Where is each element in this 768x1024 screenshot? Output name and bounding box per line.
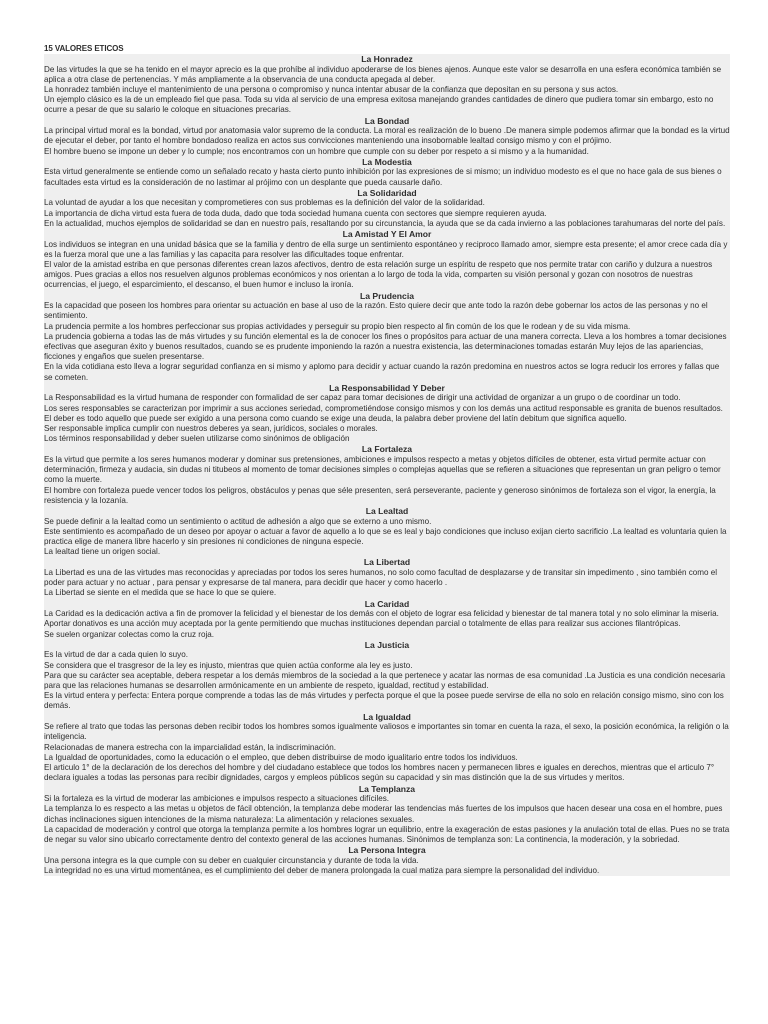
- section: [44, 444, 730, 506]
- section: [44, 506, 730, 557]
- section-paragraph: La prudencia permite a los hombres perfeccionar sus propias actividades y perseguir su propio bien respecto al fin común de los que le rodean y de su vida misma.: [44, 321, 631, 331]
- section-heading: La Amistad Y El Amor: [342, 229, 432, 240]
- section: [44, 599, 730, 640]
- section-heading: La Caridad: [364, 598, 410, 609]
- section-paragraph: La integridad no es una virtud momentánea, es el cumplimiento del deber de manera prolongada la cual matiza para siempre la personalidad del individuo.: [44, 865, 600, 875]
- section-paragraph: Relacionadas de manera estrecha con la imparcialidad están, la indiscriminación.: [44, 742, 336, 752]
- section-heading: La Lealtad: [365, 506, 409, 517]
- section-paragraph: Se puede definir a la lealtad como un sentimiento o actitud de adhesión a algo que se externo a uno mismo.: [44, 516, 432, 526]
- section-paragraph: La templanza lo es respecto a las metas u objetos de fácil obtención, la templanza debe moderar las tendencias más fuertes de los impulsos que hacen desear una cosa en el hombre, pues dichas inclinaciones siguen intenciones de la misma naturaleza: La alimentación y relaciones sexuales.: [44, 804, 723, 824]
- section-paragraph: La Responsabilidad es la virtud humana de responder con formalidad de ser capaz para tomar decisiones de dirigir una actividad de organizar a un grupo o de coordinar un todo.: [44, 393, 681, 403]
- section-heading: La Templanza: [358, 783, 416, 794]
- section: [44, 712, 730, 784]
- section: [44, 229, 730, 291]
- section-paragraph: Es la virtud de dar a cada quien lo suyo.: [44, 650, 188, 660]
- section-paragraph: Para que su carácter sea aceptable, debera respetar a los demás miembros de la sociedad a la que pertenece y acatar las normas de esa comunidad .La Justicia es una condición necesaria para que las relaciones humanas se desarrollen armónicamente en un ambiente de respeto, igualdad, rectitud y estabilidad.: [44, 670, 726, 691]
- section-paragraph: La Igualdad de oportunidades, como la educación o el empleo, que deben distribuirse de modo igualitario entre todos los individuos.: [44, 752, 518, 762]
- section-paragraph: El valor de la amistad estriba en que personas diferentes crean lazos afectivos, dentro de esta relación surge un espíritu de respeto que nos permite tratar con cariño y dulzura a nuestros amigos. Pues gracias a ellos nos resuelven algunos problemas económicos y nos orientan a lo largo de toda la vida, comparten su visión personal y gozan con nosotros de nuestras ocurrencias, el juego, el esparcimiento, el descanso, el buen humor e incluso la ironía.: [44, 260, 713, 290]
- section-paragraph: Aportar donativos es una acción muy aceptada por la gente permitiendo que muchas instituciones dependan parcial o totalmente de ellas para realizar sus acciones filantrópicas.: [44, 619, 681, 629]
- section-heading: La Bondad: [364, 115, 410, 126]
- section-paragraph: Una persona integra es la que cumple con su deber en cualquier circunstancia y durante de toda la vida.: [44, 855, 419, 865]
- section-heading: La Igualdad: [363, 711, 411, 722]
- section: [44, 291, 730, 383]
- section: [44, 54, 730, 116]
- section-paragraph: Este sentimiento es acompañado de un deseo por apoyar o actuar a favor de aquello a lo que se es leal y bajo condiciones que incluso exijan cierto sacrificio .La lealtad es voluntaria quien la practica elige de manera libre hacerlo y sin presiones ni condiciones de ninguna especie.: [44, 526, 727, 547]
- section-paragraph: Se considera que el trasgresor de la ley es injusto, mientras que quien actúa conforme ala ley es justo.: [44, 660, 413, 670]
- section-paragraph: Es la virtud que permite a los seres humanos moderar y dominar sus pretensiones, ambiciones e impulsos respecto a metas y objetos difíciles de obtener, esta virtud permite actuar con determinación, firmeza y audacia, sin dudas ni titubeos al momento de tomar decisiones simples o complejas aquellas que se refieren a situaciones que representan un gran peligro o temor como la muerte.: [44, 455, 721, 485]
- section-paragraph: Se refiere al trato que todas las personas deben recibir todos los hombres somos igualmente valiosos e importantes sin tomar en cuenta la raza, el sexo, la posición económica, la religión o la inteligencia.: [44, 722, 729, 742]
- section-paragraph: La lealtad tiene un origen social.: [44, 547, 161, 557]
- section-paragraph: La capacidad de moderación y control que otorga la templanza permite a los hombres lograr un equilibrio, entre la exageración de estas pasiones y la anulación total de ellas. Pues no se trata de negar su valor sino ubicarlo correctamente dentro del contexto general de las acciones humanas. Sinónimos de templanza son: La continencia, la moderación, y la sobriedad.: [44, 824, 730, 844]
- section-paragraph: La voluntad de ayudar a los que necesitan y comprometieres con sus problemas es la definición del valor de la solidaridad.: [44, 198, 485, 208]
- section-paragraph: De las virtudes la que se ha tenido en el mayor aprecio es la que prohíbe al individuo apoderarse de los bienes ajenos. Aunque este valor se desarrolla en una esfera económica también se aplica a otra clase de pertenencias. Y más ampliamente a la observancia de una conducta apegada al deber.: [44, 64, 722, 84]
- sections-container: [44, 54, 730, 876]
- section-paragraph: El deber es todo aquello que puede ser exigido a una persona como cuando se exige una deuda, la palabra deber proviene del latín debitum que significa aquello.: [44, 413, 627, 423]
- document-body: [44, 44, 730, 876]
- section-paragraph: Ser responsable implica cumplir con nuestros deberes ya sean, jurídicos, sociales o morales.: [44, 424, 378, 434]
- section-paragraph: Es la virtud entera y perfecta: Entera porque comprende a todas las de más virtudes y perfecta porque el que la posee puede servirse de ella no solo en relación consigo mismo, sino con los demás.: [44, 691, 724, 711]
- section-paragraph: El hombre bueno se impone un deber y lo cumple; nos encontramos con un hombre que cumple con su deber por respeto a si mismo y a la humanidad.: [44, 146, 589, 156]
- section-paragraph: El hombre con fortaleza puede vencer todos los peligros, obstáculos y penas que séle presenten, será perseverante, paciente y generoso sinónimos de fortaleza son el vigor, la energía, la resistencia y la lozanía.: [44, 485, 716, 505]
- section-heading: La Justicia: [364, 639, 410, 650]
- section: [44, 557, 730, 598]
- section-paragraph: La Libertad se siente en el medida que se hace lo que se quiere.: [44, 588, 277, 598]
- section: [44, 383, 730, 445]
- section-paragraph: Los individuos se integran en una unidad básica que se la familia y dentro de ella surge un sentimiento espontáneo y reciproco llamado amor, siempre esta presente; el amor crece cada día y es la fuerza moral que une a las familias y las capacita para resolver las dificultades toque enfrentar.: [44, 239, 728, 259]
- section-paragraph: La Libertad es una de las virtudes mas reconocidas y apreciadas por todos los seres humanos, no solo como facultad de desplazarse y de transitar sin impedimento , sino también como el poder para actuar y no actuar , para pensar y expresarse de tal manera, para decidir que hacer y como hacerlo .: [44, 568, 718, 588]
- document-title: 15 VALORES ETICOS: [44, 44, 730, 54]
- section-paragraph: En la actualidad, muchos ejemplos de solidaridad se dan en nuestro país, resaltando por su circunstancia, la ayuda que se da cada invierno a las poblaciones tarahumaras del norte del país.: [44, 218, 726, 228]
- section: [44, 188, 730, 229]
- section-heading: La Fortaleza: [361, 444, 413, 455]
- section-paragraph: La prudencia gobierna a todas las de más virtudes y su función elemental es la de conocer los fines o propósitos para actuar de una manera correcta. Lleva a los hombres a tomar decisiones efectivas que aseguran éxito y buenos resultados, cuando se es prudente imponiendo la razón a nuestra existencia, las determinaciones tomadas estarán Muy lejos de las apariencias, ficciones y engaños que suelen presentarse.: [44, 331, 727, 362]
- section-paragraph: La principal virtud moral es la bondad, virtud por anatomasia valor supremo de la conducta. La moral es realización de lo bueno .De manera simple podemos afirmar que la bondad es la virtud de ejecutar el deber, por tanto el hombre bondadoso realiza en actos sus convicciones manteniendo una insobornable lealtad consigo mismo y con el prójimo.: [44, 126, 730, 146]
- section: [44, 116, 730, 157]
- section: [44, 640, 730, 712]
- section: [44, 845, 730, 876]
- section-paragraph: La importancia de dicha virtud esta fuera de toda duda, dado que toda sociedad humana cuenta con sectores que siempre requieren ayuda.: [44, 208, 547, 218]
- section-heading: La Responsabilidad Y Deber: [329, 382, 445, 393]
- section-heading: La Libertad: [363, 557, 411, 568]
- section-paragraph: La honradez también incluye el mantenimiento de una persona o compromiso y nunca intentar abusar de la confianza que depositan en su persona y sus actos.: [44, 85, 619, 94]
- section-paragraph: Si la fortaleza es la virtud de moderar las ambiciones e impulsos respecto a situaciones difíciles.: [44, 794, 390, 804]
- section-heading: La Solidaridad: [357, 187, 417, 198]
- section: [44, 157, 730, 188]
- section-heading: La Persona Integra: [348, 845, 426, 856]
- section-paragraph: El articulo 1° de la declaración de los derechos del hombre y del ciudadano establece que todos los hombres nacen y permanecen libres e iguales en derechos, mientras que el articulo 7° declara iguales a todas las personas para recibir dignidades, cargos y empleos públicos según su capacidad y sin mas distinción que la de sus virtudes y meritos.: [44, 763, 715, 783]
- section-paragraph: Los términos responsabilidad y deber suelen utilizarse como sinónimos de obligación: [44, 434, 350, 444]
- section-heading: La Prudencia: [360, 290, 414, 301]
- section-heading: La Modestia: [362, 156, 412, 167]
- section-paragraph: Es la capacidad que poseen los hombres para orientar su actuación en base al uso de la razón. Esto quiere decir que ante todo la razón debe gobernar los actos de las personas y no el sentimiento.: [44, 301, 708, 321]
- section-paragraph: Esta virtud generalmente se entiende como un señalado recato y hasta cierto punto inhibición por las expresiones de si mismo; un individuo modesto es el que no hace gala de sus bienes o facultades esta virtud es la consideración de no lastimar al prójimo con un desplante que pueda causarle daño.: [44, 167, 722, 187]
- section-paragraph: Un ejemplo clásico es la de un empleado fiel que pasa. Toda su vida al servicio de una empresa exitosa manejando grandes cantidades de dinero que pudiera tomar sin embargo, esto no ocurre a pesar de que su salario le coloque en situaciones precarias.: [44, 95, 714, 115]
- section-heading: La Honradez: [361, 54, 413, 64]
- section-paragraph: La Caridad es la dedicación activa a fin de promover la felicidad y el bienestar de los demás con el objeto de lograr esa felicidad y bienestar de tal manera total y no solo eliminar la miseria.: [44, 609, 719, 619]
- section-paragraph: En la vida cotidiana esto lleva a lograr seguridad confianza en si mismo y aplomo para decidir y actuar cuando la razón predomina en nuestros actos se logra reducir los errores y fallas que se cometen.: [44, 362, 720, 382]
- section: [44, 784, 730, 846]
- section-paragraph: Se suelen organizar colectas como la cruz roja.: [44, 629, 215, 639]
- section-paragraph: Los seres responsables se caracterizan por imprimir a sus acciones seriedad, comprometiéndose consigo mismos y con los demás una actitud responsable es granita de buenos resultados.: [44, 403, 723, 413]
